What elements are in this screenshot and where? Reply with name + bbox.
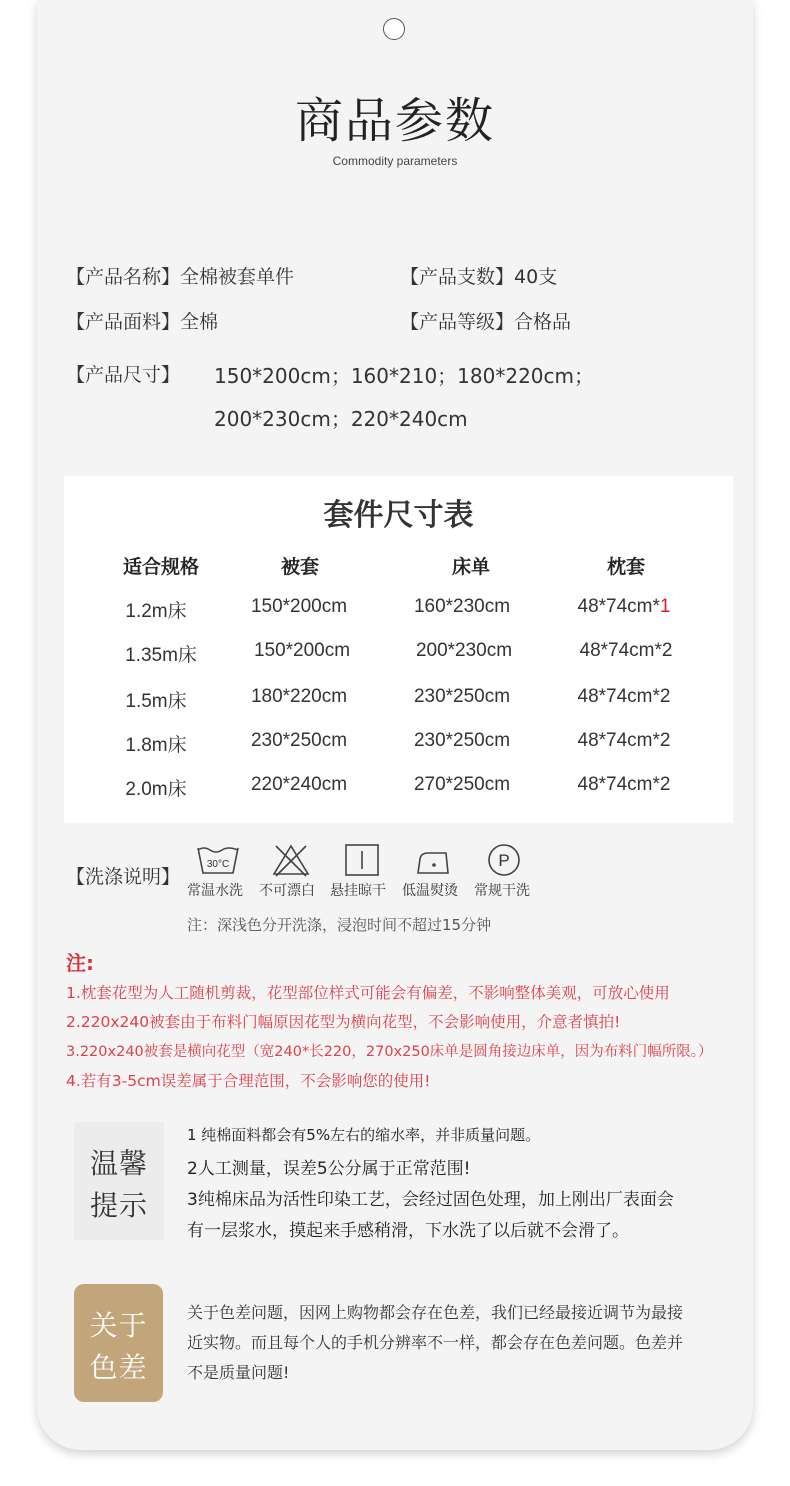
color-diff-line: 不是质量问题! xyxy=(187,1363,290,1382)
table-cell: 48*74cm*2 xyxy=(577,774,671,795)
wash-temp-text: 30°C xyxy=(206,859,230,870)
color-diff-line: 关于色差问题，因网上购物都会存在色差，我们已经最接近调节为最接 xyxy=(187,1303,684,1322)
table-cell: 1.5m床 xyxy=(125,691,187,712)
note-line: 3.220x240被套是横向花型（宽240*长220，270x250床单是圆角接边床单，因为布料门幅所限。） xyxy=(66,1044,713,1060)
table-cell: 230*250cm xyxy=(413,730,511,751)
table-cell: 1.35m床 xyxy=(125,645,197,666)
table-header: 床单 xyxy=(451,556,490,578)
table-cell: 230*250cm xyxy=(413,686,511,707)
table-cell: 230*250cm xyxy=(250,730,348,751)
color-diff-line: 近实物。而且每个人的手机分辨率不一样，都会存在色差问题。色差并 xyxy=(187,1333,684,1352)
no-bleach-icon xyxy=(268,843,314,877)
param-size-label: 【产品尺寸】 xyxy=(66,364,181,386)
table-cell: 48*74cm*2 xyxy=(577,730,671,751)
pillow-count-highlight: 1 xyxy=(659,596,671,617)
hang-hole xyxy=(383,18,405,40)
wash-icon-label: 常温水洗 xyxy=(187,883,243,899)
table-cell: 2.0m床 xyxy=(125,779,187,800)
table-cell: 220*240cm xyxy=(250,774,348,795)
note-line: 2.220x240被套由于布料门幅原因花型为横向花型，不会影响使用，介意者慎拍! xyxy=(66,1013,621,1031)
color-word-1: 关于 xyxy=(89,1309,148,1342)
table-cell: 200*230cm xyxy=(415,640,513,661)
wash-icon-label: 低温熨烫 xyxy=(402,883,458,899)
table-cell: 48*74cm*2 xyxy=(577,686,671,707)
low-iron-icon xyxy=(410,843,456,877)
tips-word-1: 温馨 xyxy=(89,1147,148,1180)
table-cell: 270*250cm xyxy=(413,774,511,795)
param-grade-value: 合格品 xyxy=(514,311,572,333)
wash-icon-label: 悬挂晾干 xyxy=(330,883,386,899)
table-cell: 1.2m床 xyxy=(125,601,187,622)
table-cell: 180*220cm xyxy=(250,686,348,707)
param-name xyxy=(66,262,294,289)
hang-dry-icon xyxy=(339,843,385,877)
param-size-line2: 200*230cm；220*240cm xyxy=(214,407,468,431)
table-cell: 150*200cm xyxy=(250,596,348,617)
tips-word-2: 提示 xyxy=(89,1189,148,1222)
note-line: 1.枕套花型为人工随机剪裁，花型部位样式可能会有偏差，不影响整体美观，可放心使用 xyxy=(66,984,670,1002)
param-grade xyxy=(400,307,571,334)
param-fabric-label: 【产品面料】 xyxy=(66,311,181,333)
dry-clean-p-icon xyxy=(481,843,527,877)
param-count-value: 40支 xyxy=(514,266,558,288)
tip-line: 3纯棉床品为活性印染工艺，会经过固色处理，加上刚出厂表面会 xyxy=(187,1190,674,1210)
param-count-label: 【产品支数】 xyxy=(400,266,515,288)
pillow-size: 48*74cm* xyxy=(577,596,660,617)
color-diff-badge xyxy=(74,1284,163,1402)
warm-tips-badge xyxy=(74,1122,164,1240)
page-title: 商品参数 xyxy=(294,93,495,149)
wash-icon-label: 常规干洗 xyxy=(474,883,530,899)
table-header: 被套 xyxy=(280,556,319,578)
tip-line: 有一层浆水，摸起来手感稍滑，下水洗了以后就不会滑了。 xyxy=(187,1221,629,1241)
param-name-label: 【产品名称】 xyxy=(66,266,181,288)
table-cell: 1.8m床 xyxy=(125,735,187,756)
tip-line: 2人工测量，误差5公分属于正常范围! xyxy=(187,1159,471,1179)
size-table-title: 套件尺寸表 xyxy=(323,498,474,533)
table-cell: 48*74cm*2 xyxy=(579,640,673,661)
page-subtitle: Commodity parameters xyxy=(332,154,458,168)
table-cell: 160*230cm xyxy=(413,596,511,617)
table-cell xyxy=(549,596,699,618)
washing-note: 注：深浅色分开洗涤，浸泡时间不超过15分钟 xyxy=(187,916,492,934)
param-name-value: 全棉被套单件 xyxy=(180,266,295,288)
table-header: 枕套 xyxy=(606,556,645,578)
param-grade-label: 【产品等级】 xyxy=(400,311,515,333)
size-table xyxy=(64,476,733,823)
color-word-2: 色差 xyxy=(89,1351,148,1384)
param-fabric-value: 全棉 xyxy=(180,311,219,333)
param-count xyxy=(400,262,557,289)
wash-icon-label: 不可漂白 xyxy=(259,883,315,899)
note-line: 4.若有3-5cm误差属于合理范围，不会影响您的使用! xyxy=(66,1072,431,1090)
dry-clean-letter: P xyxy=(498,851,510,870)
table-cell: 150*200cm xyxy=(253,640,351,661)
param-fabric xyxy=(66,307,218,334)
param-size-line1: 150*200cm；160*210；180*220cm； xyxy=(214,364,594,388)
washing-label: 【洗涤说明】 xyxy=(66,866,181,888)
notes-heading: 注: xyxy=(66,951,94,975)
tip-line: 1 纯棉面料都会有5%左右的缩水率，并非质量问题。 xyxy=(187,1126,541,1144)
wash-30c-icon xyxy=(195,843,241,877)
table-header: 适合规格 xyxy=(122,556,199,578)
